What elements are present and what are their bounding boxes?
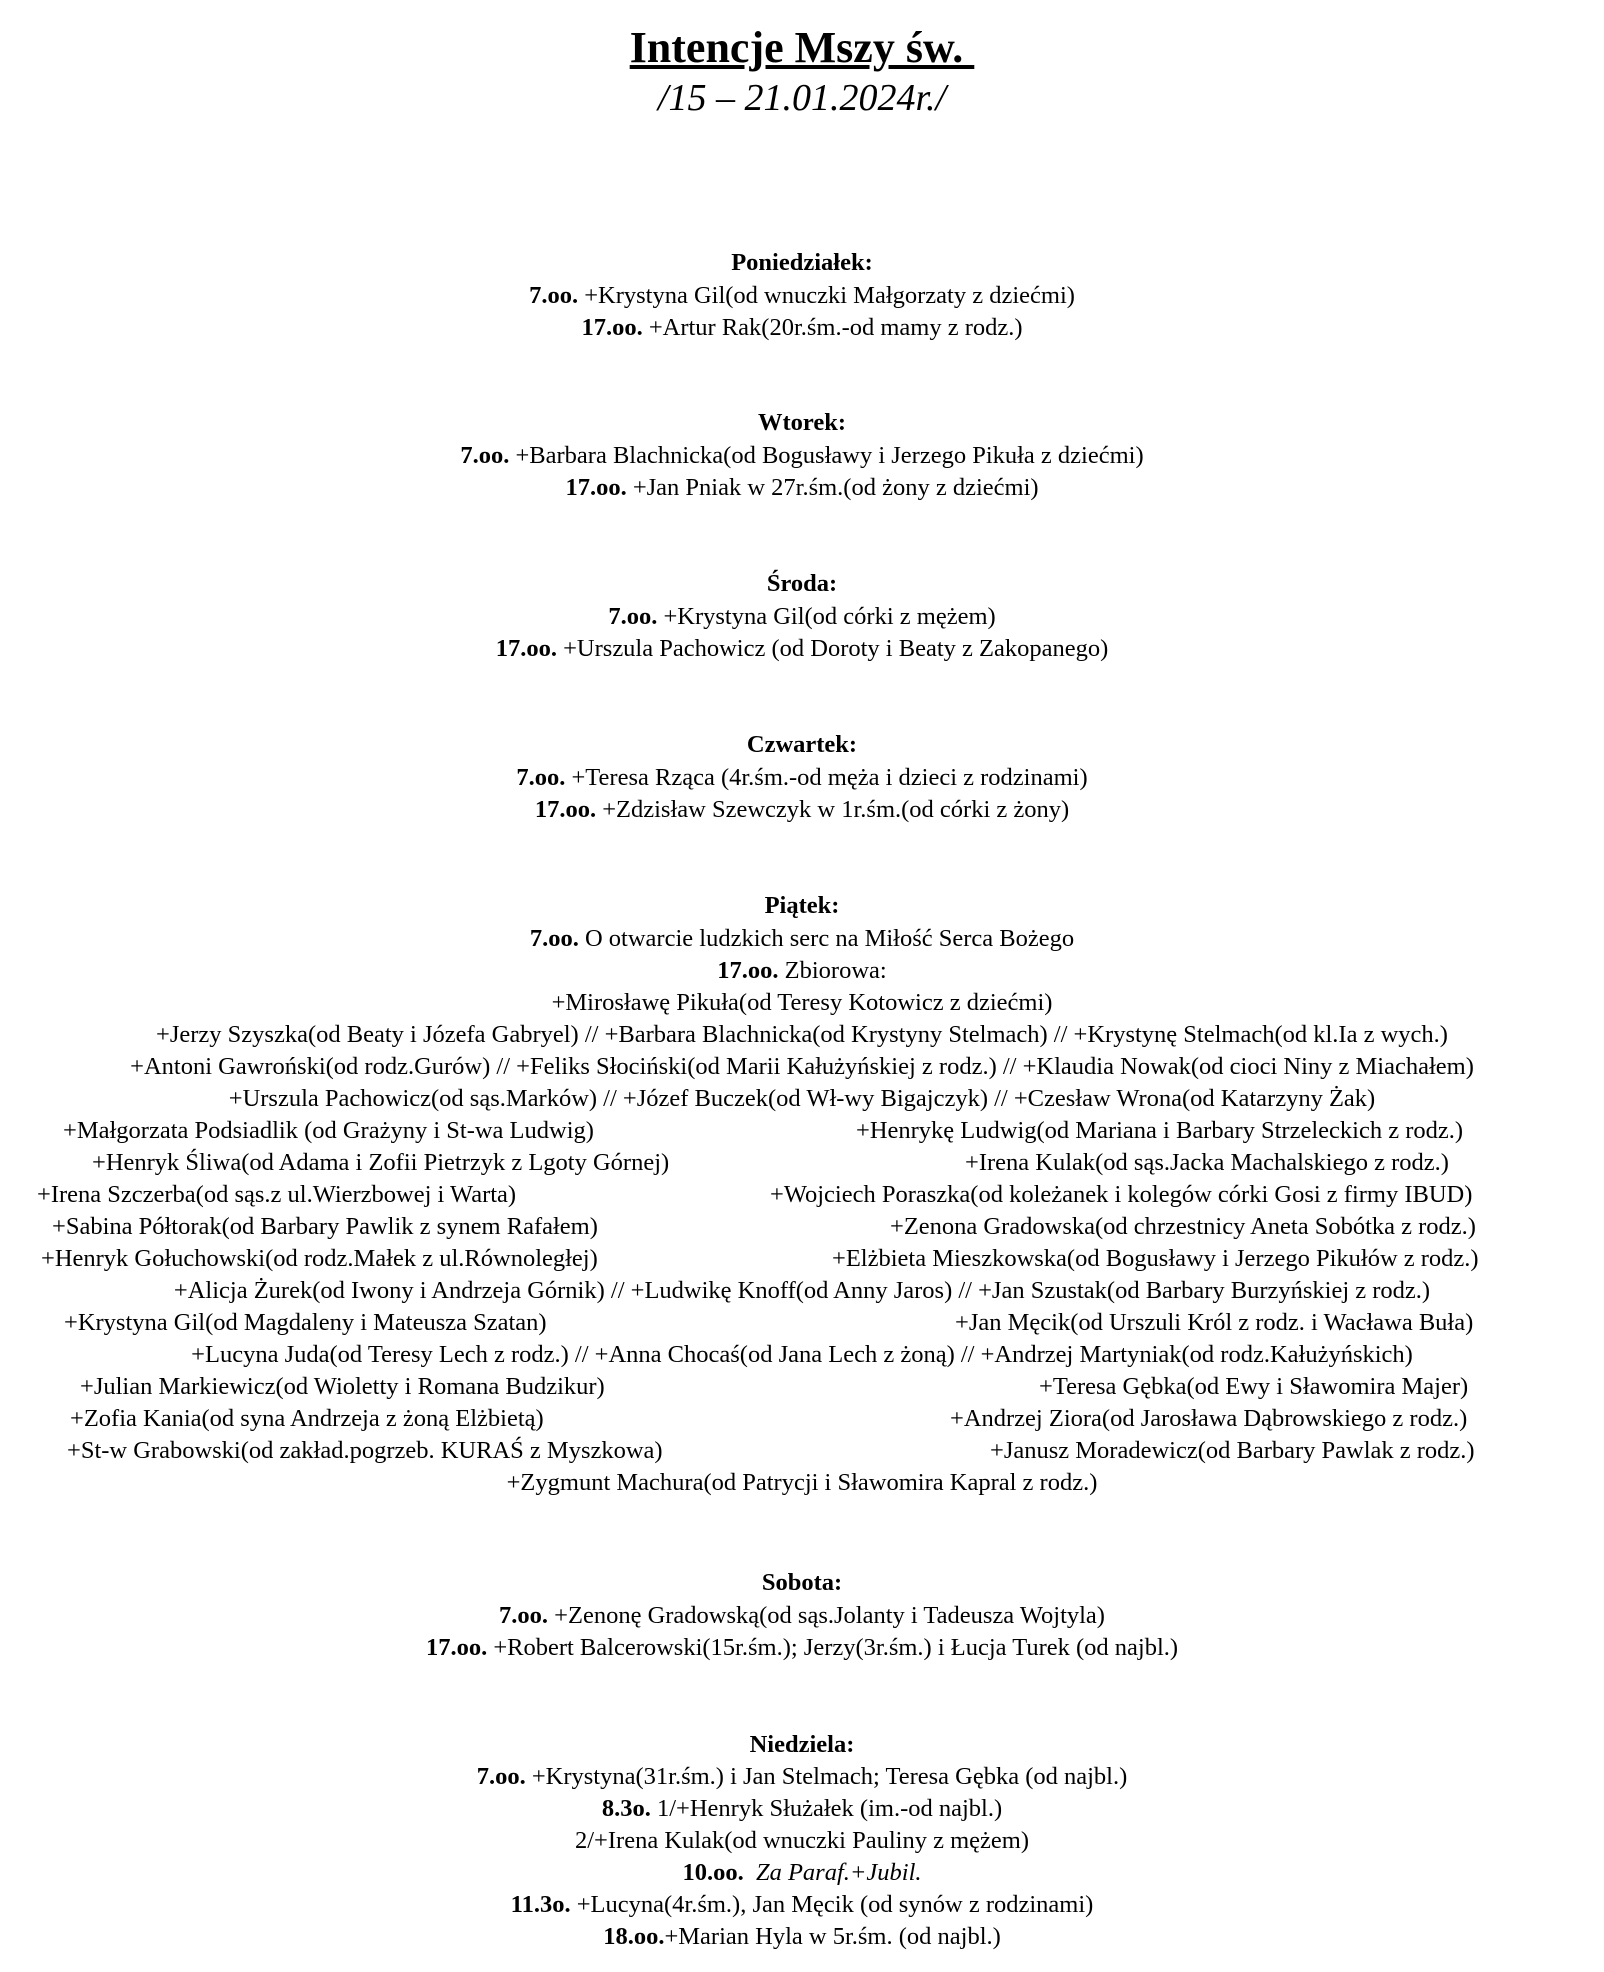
mass-time: 8.3o. [601, 1795, 651, 1822]
mass-time: 11.3o. [510, 1891, 571, 1918]
mass-entry [0, 280, 1604, 312]
intention-row [0, 1115, 1604, 1147]
mass-intention: 1/+Henryk Służałek (im.-od najbl.) [650, 1795, 1003, 1822]
mass-entry [0, 440, 1604, 472]
mass-time: 7.oo. [476, 1763, 526, 1790]
mass-intention: +Krystyna Gil(od córki z mężem) [657, 603, 996, 630]
intention-line: +Mirosławę Pikuła(od Teresy Kotowicz z dziećmi) [551, 989, 1053, 1016]
intention-line: +Alicja Żurek(od Iwony i Andrzeja Górnik) // +Ludwikę Knoff(od Anny Jaros) // +Jan Szustak(od Barbary Burzyńskiej z rodz.) [173, 1277, 1431, 1304]
mass-time: 17.oo. [717, 957, 779, 984]
mass-entry [0, 312, 1604, 344]
mass-intention: +Krystyna Gil(od wnuczki Małgorzaty z dziećmi) [578, 282, 1075, 309]
mass-entry [0, 1600, 1604, 1632]
intention-row [0, 1371, 1604, 1403]
intention-item: +Irena Szczerba(od sąs.z ul.Wierzbowej i Warta) [37, 1181, 517, 1208]
mass-intention: +Jan Pniak w 27r.śm.(od żony z dziećmi) [626, 474, 1039, 501]
mass-time: 7.oo. [608, 603, 658, 630]
mass-time: 7.oo. [529, 282, 579, 309]
mass-entry [0, 472, 1604, 504]
mass-entry [0, 762, 1604, 794]
mass-entry [0, 1632, 1604, 1664]
mass-intention: Zbiorowa: [778, 957, 887, 984]
mass-entry [0, 1857, 1604, 1889]
intention-row [0, 1403, 1604, 1435]
intention-item: +Julian Markiewicz(od Wioletty i Romana Budzikur) [80, 1373, 605, 1400]
mass-time: 7.oo. [516, 764, 566, 791]
intention-row [0, 1243, 1604, 1275]
mass-intention: +Lucyna(4r.śm.), Jan Męcik (od synów z rodzinami) [570, 1891, 1094, 1918]
intention-item: +Henrykę Ludwig(od Mariana i Barbary Strzeleckich z rodz.) [856, 1117, 1464, 1144]
intention-item: +Małgorzata Podsiadlik (od Grażyny i St-wa Ludwig) [63, 1117, 594, 1144]
mass-time: 18.oo. [603, 1923, 665, 1950]
day-heading-tuesday: Wtorek: [758, 409, 846, 436]
intention-row [0, 1435, 1604, 1467]
mass-time: 7.oo. [499, 1602, 549, 1629]
intention-row [0, 1307, 1604, 1339]
mass-entry [0, 1921, 1604, 1953]
mass-intention: +Artur Rak(20r.śm.-od mamy z rodz.) [642, 314, 1023, 341]
mass-entry [0, 955, 1604, 987]
mass-intention: +Teresa Rząca (4r.śm.-od męża i dzieci z rodzinami) [565, 764, 1088, 791]
mass-intention: +Urszula Pachowicz (od Doroty i Beaty z Zakopanego) [556, 635, 1109, 662]
intention-item: +Krystyna Gil(od Magdaleny i Mateusza Szatan) [64, 1309, 547, 1336]
intention-line: +Zygmunt Machura(od Patrycji i Sławomira Kapral z rodz.) [506, 1469, 1098, 1496]
mass-time: 7.oo. [529, 925, 579, 952]
intention-item: +Henryk Śliwa(od Adama i Zofii Pietrzyk z Lgoty Górnej) [92, 1149, 670, 1176]
intention-row [0, 1211, 1604, 1243]
intention-line: +Urszula Pachowicz(od sąs.Marków) // +Józef Buczek(od Wł-wy Bigajczyk) // +Czesław Wrona(od Katarzyny Żak) [228, 1085, 1376, 1112]
mass-intention: +Marian Hyla w 5r.śm. (od najbl.) [664, 1923, 1001, 1950]
mass-time: 17.oo. [495, 635, 557, 662]
intention-row [0, 1179, 1604, 1211]
date-range: /15 – 21.01.2024r./ [657, 77, 947, 119]
intention-row [0, 1147, 1604, 1179]
intention-item: +Teresa Gębka(od Ewy i Sławomira Majer) [1039, 1373, 1469, 1400]
mass-entry [0, 633, 1604, 665]
intention-item: +Andrzej Ziora(od Jarosława Dąbrowskiego z rodz.) [950, 1405, 1468, 1432]
mass-intention: O otwarcie ludzkich serc na Miłość Serca Bożego [578, 925, 1075, 952]
intention-item: +Elżbieta Mieszkowska(od Bogusławy i Jerzego Pikułów z rodz.) [832, 1245, 1479, 1272]
mass-intention: +Barbara Blachnicka(od Bogusławy i Jerzego Pikuła z dziećmi) [509, 442, 1144, 469]
day-heading-sunday: Niedziela: [749, 1731, 855, 1758]
intention-item: +Irena Kulak(od sąs.Jacka Machalskiego z rodz.) [965, 1149, 1449, 1176]
mass-time: 17.oo. [565, 474, 627, 501]
mass-entry [0, 794, 1604, 826]
intention-item: +Jan Męcik(od Urszuli Król z rodz. i Wacława Buła) [955, 1309, 1474, 1336]
mass-time: 17.oo. [581, 314, 643, 341]
intention-line: +Jerzy Szyszka(od Beaty i Józefa Gabryel) // +Barbara Blachnicka(od Krystyny Stelmach) // +Krystynę Stelmach(od kl.Ia z wych.) [156, 1021, 1448, 1048]
day-heading-thursday: Czwartek: [746, 731, 858, 758]
mass-intention: Za Paraf.+Jubil. [755, 1859, 922, 1886]
mass-intention: +Krystyna(31r.śm.) i Jan Stelmach; Teresa Gębka (od najbl.) [525, 1763, 1128, 1790]
mass-intention: +Zdzisław Szewczyk w 1r.śm.(od córki z żony) [596, 796, 1070, 823]
mass-entry [0, 1793, 1604, 1825]
mass-intention: +Zenonę Gradowską(od sąs.Jolanty i Tadeusza Wojtyla) [548, 1602, 1105, 1629]
mass-time: 17.oo. [425, 1634, 488, 1661]
intention-item: +Wojciech Poraszka(od koleżanek i kolegów córki Gosi z firmy IBUD) [770, 1181, 1473, 1208]
intention-item: +Zofia Kania(od syna Andrzeja z żoną Elżbietą) [70, 1405, 544, 1432]
intention-line: 2/+Irena Kulak(od wnuczki Pauliny z mężem) [575, 1827, 1029, 1854]
mass-time: 17.oo. [534, 796, 597, 823]
intention-item: +St-w Grabowski(od zakład.pogrzeb. KURAŚ z Myszkowa) [67, 1437, 663, 1464]
intention-item: +Henryk Gołuchowski(od rodz.Małek z ul.Równoległej) [41, 1245, 598, 1272]
mass-entry [0, 1761, 1604, 1793]
mass-time: 10.oo. [682, 1859, 744, 1886]
mass-entry [0, 601, 1604, 633]
intention-line: +Antoni Gawroński(od rodz.Gurów) // +Feliks Słociński(od Marii Kałużyńskiej z rodz.) // +Klaudia Nowak(od cioci Niny z Miachałem) [130, 1053, 1474, 1080]
intention-item: +Sabina Półtorak(od Barbary Pawlik z synem Rafałem) [52, 1213, 598, 1240]
day-heading-friday: Piątek: [764, 892, 840, 919]
day-heading-monday: Poniedziałek: [731, 249, 873, 276]
mass-intention: +Robert Balcerowski(15r.śm.); Jerzy(3r.śm.) i Łucja Turek (od najbl.) [487, 1634, 1179, 1661]
page-title: Intencje Mszy św. [629, 23, 975, 72]
day-heading-wednesday: Środa: [766, 570, 838, 597]
mass-time: 7.oo. [460, 442, 510, 469]
intention-item: +Zenona Gradowska(od chrzestnicy Aneta Sobótka z rodz.) [890, 1213, 1476, 1240]
intention-line: +Lucyna Juda(od Teresy Lech z rodz.) // +Anna Chocaś(od Jana Lech z żoną) // +Andrzej Martyniak(od rodz.Kałużyńskich) [191, 1341, 1413, 1368]
intention-item: +Janusz Moradewicz(od Barbary Pawlak z rodz.) [990, 1437, 1475, 1464]
day-heading-saturday: Sobota: [761, 1569, 843, 1596]
mass-entry [0, 1889, 1604, 1921]
mass-entry [0, 923, 1604, 955]
